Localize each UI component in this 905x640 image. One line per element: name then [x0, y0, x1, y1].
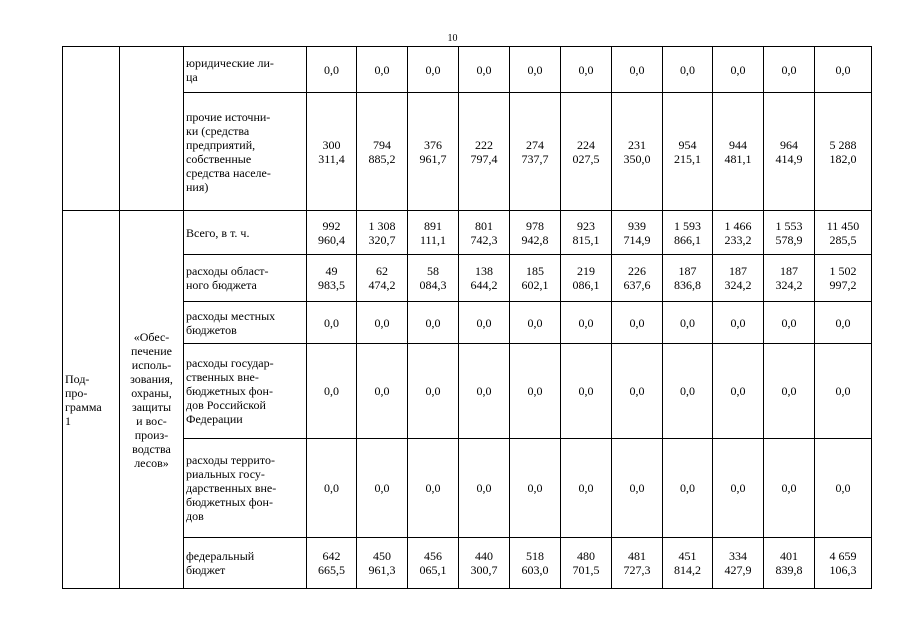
- value-cell: 226 637,6: [612, 255, 663, 302]
- value-cell: 0,0: [408, 47, 459, 93]
- value-cell: 11 450 285,5: [815, 211, 872, 255]
- value-cell: 0,0: [663, 302, 713, 344]
- value-cell: 0,0: [561, 47, 612, 93]
- value-cell: 0,0: [510, 439, 561, 538]
- value-cell: 450 961,3: [357, 538, 408, 589]
- value-cell: 0,0: [357, 47, 408, 93]
- table-row: [63, 211, 872, 255]
- value-cell: 1 308 320,7: [357, 211, 408, 255]
- value-cell: 992 960,4: [307, 211, 357, 255]
- value-cell: 0,0: [764, 439, 815, 538]
- value-cell: 0,0: [713, 439, 764, 538]
- value-cell: 801 742,3: [459, 211, 510, 255]
- value-cell: 0,0: [510, 344, 561, 439]
- value-cell: 0,0: [510, 302, 561, 344]
- value-cell: 1 553 578,9: [764, 211, 815, 255]
- value-cell: 954 215,1: [663, 93, 713, 211]
- value-cell: 0,0: [815, 344, 872, 439]
- funding-source-cell: расходы террито- риальных госу- дарственных вне- бюджетных фон- дов: [184, 439, 307, 538]
- page-number: 10: [447, 33, 458, 44]
- value-cell: 0,0: [459, 47, 510, 93]
- value-cell: 138 644,2: [459, 255, 510, 302]
- funding-source-cell: прочие источни- ки (средства предприятий, собственные средства населе- ния): [184, 93, 307, 211]
- value-cell: 1 466 233,2: [713, 211, 764, 255]
- value-cell: 219 086,1: [561, 255, 612, 302]
- value-cell: 231 350,0: [612, 93, 663, 211]
- value-cell: 187 836,8: [663, 255, 713, 302]
- value-cell: 939 714,9: [612, 211, 663, 255]
- table-row: [63, 302, 872, 344]
- value-cell: 0,0: [510, 47, 561, 93]
- table-row: [63, 93, 872, 211]
- table-row: [63, 344, 872, 439]
- value-cell: 376 961,7: [408, 93, 459, 211]
- value-cell: 0,0: [459, 344, 510, 439]
- funding-source-cell: расходы государ- ственных вне- бюджетных фон- дов Российской Федерации: [184, 344, 307, 439]
- value-cell: 0,0: [357, 344, 408, 439]
- funding-source-cell: юридические ли- ца: [184, 47, 307, 93]
- value-cell: 58 084,3: [408, 255, 459, 302]
- value-cell: 0,0: [612, 439, 663, 538]
- value-cell: 518 603,0: [510, 538, 561, 589]
- subprogram-cell: Под- про- грамма 1: [63, 211, 120, 589]
- value-cell: 49 983,5: [307, 255, 357, 302]
- value-cell: 224 027,5: [561, 93, 612, 211]
- value-cell: 0,0: [713, 302, 764, 344]
- value-cell: 0,0: [459, 439, 510, 538]
- value-cell: 481 727,3: [612, 538, 663, 589]
- budget-table: [62, 46, 872, 589]
- value-cell: 0,0: [815, 47, 872, 93]
- value-cell: 0,0: [408, 344, 459, 439]
- value-cell: 0,0: [612, 47, 663, 93]
- value-cell: 0,0: [357, 302, 408, 344]
- value-cell: 0,0: [561, 302, 612, 344]
- program-name-cell: «Обес- печение исполь- зования, охраны, защиты и вос- произ- водства лесов»: [120, 211, 184, 589]
- value-cell: 0,0: [612, 344, 663, 439]
- value-cell: 0,0: [713, 47, 764, 93]
- value-cell: 0,0: [307, 439, 357, 538]
- value-cell: 185 602,1: [510, 255, 561, 302]
- value-cell: 0,0: [561, 344, 612, 439]
- value-cell: 0,0: [764, 302, 815, 344]
- value-cell: 480 701,5: [561, 538, 612, 589]
- funding-source-cell: расходы област- ного бюджета: [184, 255, 307, 302]
- value-cell: 0,0: [815, 439, 872, 538]
- value-cell: 0,0: [764, 344, 815, 439]
- value-cell: 0,0: [459, 302, 510, 344]
- funding-source-cell: федеральный бюджет: [184, 538, 307, 589]
- empty-cell: [120, 47, 184, 211]
- empty-cell: [63, 47, 120, 211]
- value-cell: 456 065,1: [408, 538, 459, 589]
- table-row: [63, 538, 872, 589]
- value-cell: 451 814,2: [663, 538, 713, 589]
- table-row: [63, 255, 872, 302]
- value-cell: 0,0: [408, 302, 459, 344]
- value-cell: 62 474,2: [357, 255, 408, 302]
- value-cell: 334 427,9: [713, 538, 764, 589]
- value-cell: 891 111,1: [408, 211, 459, 255]
- value-cell: 1 593 866,1: [663, 211, 713, 255]
- value-cell: 1 502 997,2: [815, 255, 872, 302]
- value-cell: 300 311,4: [307, 93, 357, 211]
- funding-source-cell: расходы местных бюджетов: [184, 302, 307, 344]
- table-row: [63, 439, 872, 538]
- value-cell: 0,0: [764, 47, 815, 93]
- value-cell: 222 797,4: [459, 93, 510, 211]
- funding-source-cell: Всего, в т. ч.: [184, 211, 307, 255]
- value-cell: 0,0: [408, 439, 459, 538]
- value-cell: 794 885,2: [357, 93, 408, 211]
- value-cell: 0,0: [663, 439, 713, 538]
- value-cell: 0,0: [561, 439, 612, 538]
- value-cell: 440 300,7: [459, 538, 510, 589]
- value-cell: 5 288 182,0: [815, 93, 872, 211]
- value-cell: 944 481,1: [713, 93, 764, 211]
- value-cell: 0,0: [713, 344, 764, 439]
- table-row: [63, 47, 872, 93]
- value-cell: 0,0: [307, 47, 357, 93]
- value-cell: 187 324,2: [764, 255, 815, 302]
- value-cell: 0,0: [815, 302, 872, 344]
- value-cell: 187 324,2: [713, 255, 764, 302]
- value-cell: 0,0: [357, 439, 408, 538]
- value-cell: 274 737,7: [510, 93, 561, 211]
- value-cell: 978 942,8: [510, 211, 561, 255]
- value-cell: 964 414,9: [764, 93, 815, 211]
- value-cell: 0,0: [663, 344, 713, 439]
- value-cell: 401 839,8: [764, 538, 815, 589]
- value-cell: 0,0: [307, 344, 357, 439]
- value-cell: 923 815,1: [561, 211, 612, 255]
- value-cell: 0,0: [307, 302, 357, 344]
- value-cell: 4 659 106,3: [815, 538, 872, 589]
- value-cell: 0,0: [663, 47, 713, 93]
- value-cell: 642 665,5: [307, 538, 357, 589]
- value-cell: 0,0: [612, 302, 663, 344]
